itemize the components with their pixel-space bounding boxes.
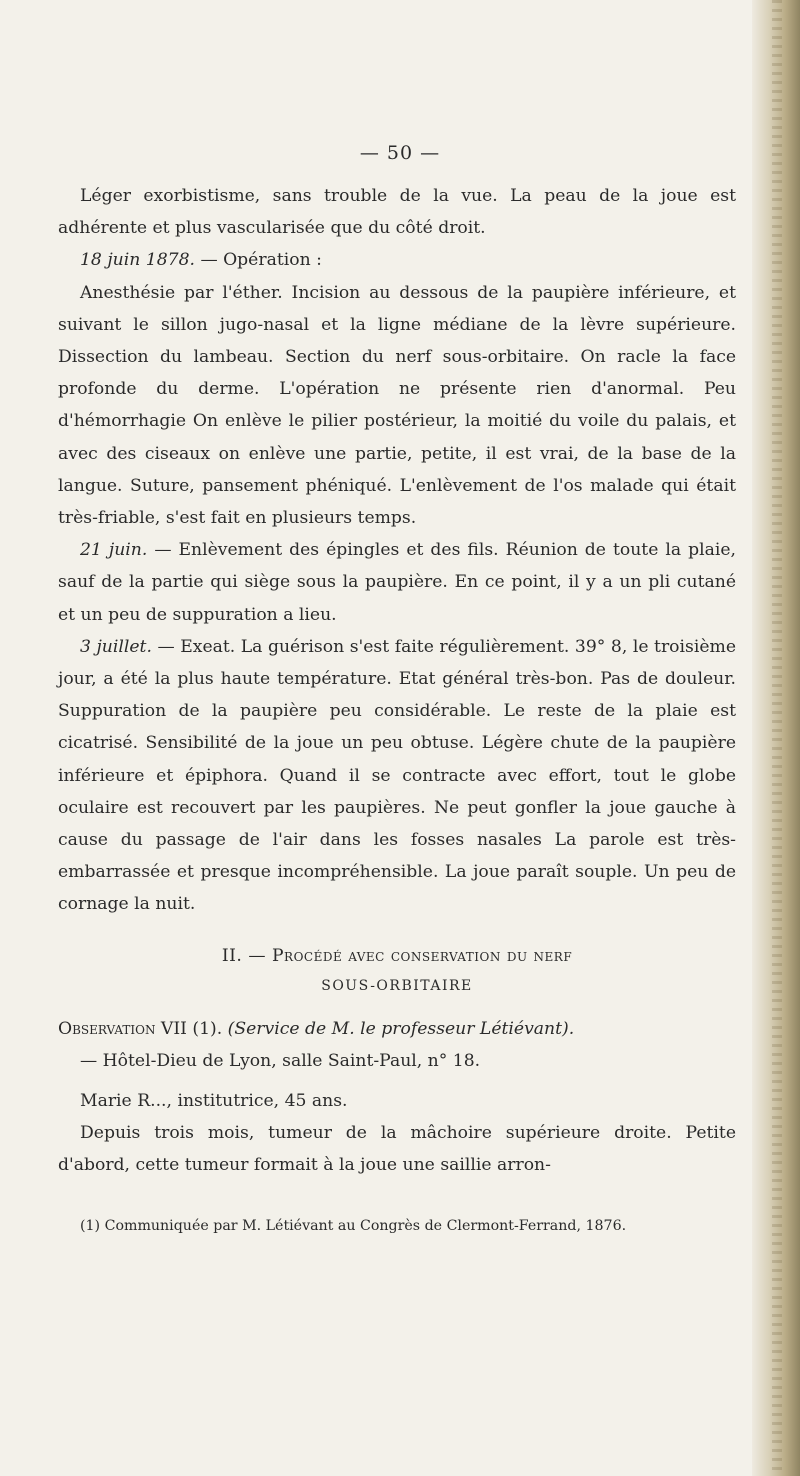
section-heading-title: II. — Procédé avec conservation du nerf — [221, 945, 573, 966]
page-edge-texture — [772, 0, 782, 1476]
text-3-juillet: — Exeat. La guérison s'est faite régulièrement. 39° 8, le troisième jour, a été la plus haute température. Etat général très-bon. Pas de douleur. Suppuration de la paupière peu considérable. Le reste de la plaie est cicatrisé. Sensibilité de la joue un peu obtuse. Légère chute de la paupière inférieure et épiphora. Quand il se contracte avec effort, tout le globe oculaire est recouvert par les paupières. Ne peut gonfler la joue gauche à cause du passage de l'air dans les fosses nasales La parole est très-embarrassée et presque incompréhensible. La joue paraît souple. Un peu de cornage la nuit. — [58, 636, 736, 915]
operation-label: — Opération : — [200, 250, 322, 271]
footnote: (1) Communiquée par M. Létiévant au Congrès de Clermont-Ferrand, 1876. — [80, 1217, 627, 1234]
observation-location: — Hôtel-Dieu de Lyon, salle Saint-Paul, n° 18. — [80, 1050, 481, 1071]
section-heading — [58, 941, 736, 1001]
patient-history: Depuis trois mois, tumeur de la mâchoire supérieure droite. Petite d'abord, cette tumeur formait à la joue une saillie arron- — [58, 1123, 736, 1176]
page-edge-shadow — [752, 0, 800, 1476]
paragraph-operation-date — [58, 244, 736, 276]
date-3-juillet: 3 juillet. — [80, 636, 152, 657]
text-21-juin: — Enlèvement des épingles et des fils. Réunion de toute la plaie, sauf de la partie qui siège sous la paupière. En ce point, il y a un pli cutané et un peu de suppuration a lieu. — [58, 540, 736, 625]
observation-label: Observation VII (1). — [58, 1018, 223, 1039]
paragraph-21-juin — [58, 534, 736, 631]
observation-service: (Service de M. le professeur Létiévant). — [227, 1018, 575, 1039]
paragraph-intro: Léger exorbistisme, sans trouble de la vue. La peau de la joue est adhérente et plus vascularisée que du côté droit. — [58, 186, 736, 239]
date-21-juin: 21 juin. — [80, 540, 148, 561]
page-number: — 50 — — [359, 142, 441, 164]
paragraph-operation: Anesthésie par l'éther. Incision au dessous de la paupière inférieure, et suivant le sillon jugo-nasal et la ligne médiane de la lèvre supérieure. Dissection du lambeau. Section du nerf sous-orbitaire. On racle la face profonde du derme. L'opération ne présente rien d'anormal. Peu d'hémorrhagie On enlève le pilier postérieur, la moitié du voile du palais, et avec des ciseaux on enlève une partie, petite, il est vrai, de la base de la langue. Suture, pansement phéniqué. L'enlèvement de l'os malade qui était très-friable, s'est fait en plusieurs temps. — [58, 282, 736, 529]
date-18-juin: 18 juin 1878. — [80, 250, 195, 271]
paragraph-3-juillet — [58, 631, 736, 921]
observation-header — [58, 1013, 736, 1045]
page-body — [58, 180, 736, 1238]
patient-line: Marie R..., institutrice, 45 ans. — [80, 1091, 348, 1112]
section-heading-sub: SOUS-ORBITAIRE — [321, 977, 473, 994]
